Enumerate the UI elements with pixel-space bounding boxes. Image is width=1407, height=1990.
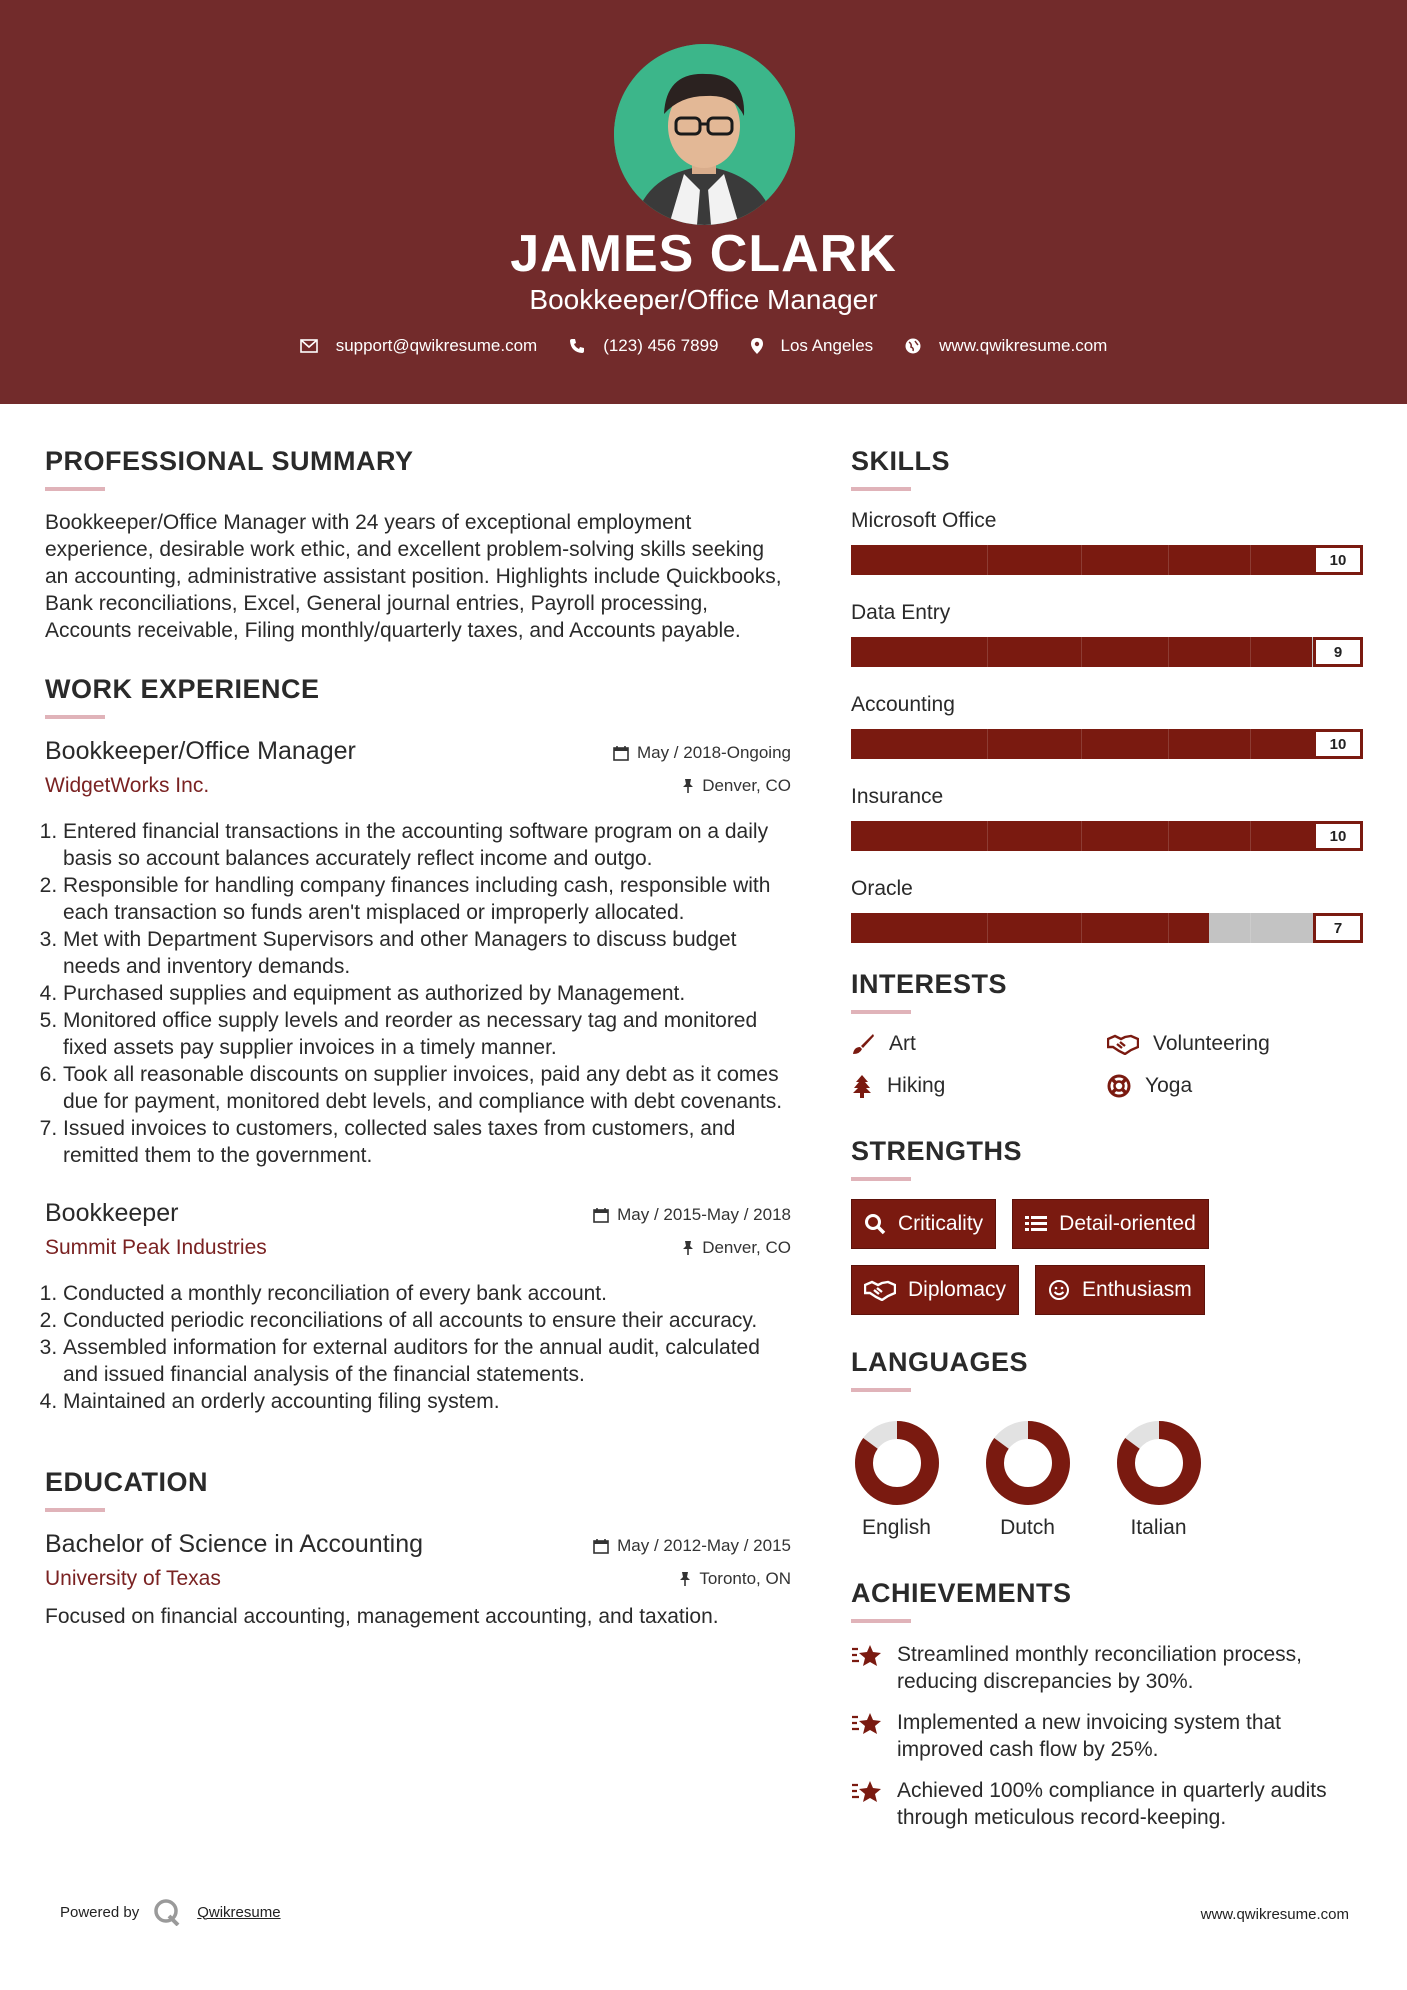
- job-date: [613, 743, 791, 763]
- skill-name: Data Entry: [851, 601, 951, 624]
- skill-bar-fill: [851, 821, 1363, 851]
- interests-section: [851, 969, 1363, 1098]
- section-title: EDUCATION: [45, 1467, 208, 1497]
- experience-section: [45, 674, 791, 1415]
- section-divider: [851, 1010, 911, 1014]
- contact-website[interactable]: [905, 336, 1107, 356]
- skill-level-bar: [851, 545, 1363, 575]
- section-title: ACHIEVEMENTS: [851, 1578, 1072, 1608]
- contact-email[interactable]: [300, 336, 538, 356]
- strength-badge: [1012, 1199, 1209, 1249]
- candidate-name: JAMES CLARK: [510, 225, 897, 283]
- list-item: 1. Entered financial transactions in the accounting software program on a daily basis so account balances accurately reflect income and outgo.: [63, 818, 791, 872]
- handshake-icon: [864, 1279, 896, 1301]
- education-section: [45, 1467, 791, 1630]
- skill-bar-fill: [851, 913, 1209, 943]
- job-location-text: Denver, CO: [702, 1238, 791, 1257]
- skill-bar-segment: [1081, 545, 1082, 575]
- strength-label: Diplomacy: [908, 1278, 1007, 1301]
- language-donut: [1114, 1418, 1204, 1508]
- section-divider: [45, 1508, 105, 1512]
- list-item: 3. Met with Department Supervisors and other Managers to discuss budget needs and inventory demands.: [63, 926, 791, 980]
- school-name: University of Texas: [45, 1567, 221, 1590]
- skill-bar-fill: [851, 545, 1363, 575]
- job-entry: [45, 1199, 791, 1415]
- skill-item: [851, 693, 1363, 759]
- section-title: LANGUAGES: [851, 1347, 1029, 1377]
- phone-icon: [569, 338, 585, 354]
- lifebuoy-icon: [1107, 1074, 1131, 1098]
- list-item: 7. Issued invoices to customers, collected sales taxes from customers, and remitted them to the government.: [63, 1115, 791, 1169]
- skill-level-bar: [851, 729, 1363, 759]
- resume-header: [0, 0, 1407, 404]
- skills-list: [851, 509, 1363, 943]
- profile-photo: [614, 44, 795, 225]
- skill-bar-segment: [1250, 821, 1251, 851]
- interest-item: [851, 1074, 1107, 1098]
- skill-bar-segment: [1250, 545, 1251, 575]
- education-date: [593, 1536, 791, 1556]
- list-item: 4. Purchased supplies and equipment as authorized by Management.: [63, 980, 791, 1007]
- email-text: support@qwikresume.com: [335, 336, 538, 355]
- languages-list: [851, 1418, 1363, 1540]
- section-title: SKILLS: [851, 446, 951, 476]
- smile-icon: [1048, 1279, 1070, 1301]
- section-divider: [851, 487, 911, 491]
- brand-link[interactable]: Qwikresume: [197, 1903, 281, 1921]
- language-donut: [852, 1418, 942, 1508]
- skill-level-value: 7: [1313, 913, 1363, 943]
- skill-bar-segment: [1250, 729, 1251, 759]
- list-item: 5. Monitored office supply levels and reorder as necessary tag and monitored fixed assets pay supplier invoices in a timely manner.: [63, 1007, 791, 1061]
- education-date-text: May / 2012-May / 2015: [617, 1536, 791, 1555]
- skill-item: [851, 509, 1363, 575]
- skill-bar-segment: [1168, 545, 1169, 575]
- job-entry: [45, 737, 791, 1169]
- job-location: [682, 776, 791, 796]
- pushpin-icon: [679, 1571, 691, 1587]
- achievement-item: [851, 1777, 1363, 1831]
- list-item: 2. Responsible for handling company finances including cash, responsible with each transaction so funds aren't misplaced or improperly allocated.: [63, 872, 791, 926]
- location-text: Los Angeles: [780, 336, 874, 355]
- qwikresume-logo-icon: [153, 1898, 181, 1926]
- achievement-text: Implemented a new invoicing system that improved cash flow by 25%.: [897, 1711, 1282, 1761]
- skill-bar-segment: [987, 821, 988, 851]
- search-icon: [864, 1213, 886, 1235]
- skill-level-value: 10: [1313, 545, 1363, 575]
- education-description: Focused on financial accounting, management accounting, and taxation.: [45, 1605, 719, 1628]
- website-text: www.qwikresume.com: [939, 336, 1108, 355]
- list-item: 3. Assembled information for external auditors for the annual audit, calculated and issued financial analysis of the financial statements.: [63, 1334, 791, 1388]
- skill-level-value: 10: [1313, 821, 1363, 851]
- skill-bar-segment: [987, 545, 988, 575]
- section-title: PROFESSIONAL SUMMARY: [45, 446, 414, 476]
- job-location: [682, 1238, 791, 1258]
- section-title: WORK EXPERIENCE: [45, 674, 320, 704]
- job-date-text: May / 2018-Ongoing: [636, 743, 791, 762]
- interest-label: Yoga: [1145, 1074, 1193, 1097]
- interest-label: Art: [889, 1032, 916, 1055]
- skill-name: Insurance: [851, 785, 944, 808]
- star-award-icon: [851, 1711, 883, 1737]
- skill-bar-segment: [1168, 913, 1169, 943]
- calendar-icon: [593, 1207, 609, 1223]
- interest-label: Volunteering: [1153, 1032, 1270, 1055]
- list-item: 6. Took all reasonable discounts on supplier invoices, paid any debt as it comes due for payment, monitored debt levels, and compliance with debt covenants.: [63, 1061, 791, 1115]
- handshake-icon: [1107, 1033, 1139, 1055]
- education-location-text: Toronto, ON: [699, 1569, 791, 1588]
- right-column: [851, 446, 1363, 1845]
- star-award-icon: [851, 1643, 883, 1669]
- task-list: [45, 1280, 791, 1415]
- list-item: 2. Conducted periodic reconciliations of all accounts to ensure their accuracy.: [63, 1307, 791, 1334]
- job-title: Bookkeeper/Office Manager: [45, 737, 356, 765]
- achievement-item: [851, 1709, 1363, 1763]
- skill-bar-segment: [987, 637, 988, 667]
- achievement-item: [851, 1641, 1363, 1695]
- star-award-icon: [851, 1779, 883, 1805]
- achievement-text: Streamlined monthly reconciliation process, reducing discrepancies by 30%.: [897, 1643, 1303, 1693]
- skill-level-bar: [851, 913, 1363, 943]
- list-icon: [1025, 1214, 1047, 1234]
- strength-label: Enthusiasm: [1082, 1278, 1192, 1301]
- contact-bar: [0, 336, 1407, 356]
- powered-by-text: Powered by: [60, 1903, 140, 1921]
- pushpin-icon: [682, 778, 694, 794]
- section-title: INTERESTS: [851, 969, 1008, 999]
- section-divider: [851, 1619, 911, 1623]
- skill-bar-segment: [1168, 821, 1169, 851]
- skill-level-value: 10: [1313, 729, 1363, 759]
- contact-phone[interactable]: [569, 336, 718, 356]
- list-item: 4. Maintained an orderly accounting filing system.: [63, 1388, 791, 1415]
- skill-bar-segment: [1081, 637, 1082, 667]
- interest-item: [851, 1032, 1107, 1056]
- skill-bar-segment: [987, 729, 988, 759]
- section-divider: [851, 1388, 911, 1392]
- skill-name: Accounting: [851, 693, 955, 716]
- strength-label: Criticality: [898, 1212, 984, 1235]
- skill-bar-segment: [987, 913, 988, 943]
- person-avatar-icon: [614, 44, 795, 225]
- task-list: [45, 818, 791, 1169]
- job-location-text: Denver, CO: [702, 776, 791, 795]
- company-name: WidgetWorks Inc.: [45, 774, 210, 797]
- degree-title: Bachelor of Science in Accounting: [45, 1530, 424, 1558]
- skill-bar-segment: [1081, 913, 1082, 943]
- job-date: [593, 1205, 791, 1225]
- skill-bar-segment: [1250, 913, 1251, 943]
- skill-level-bar: [851, 821, 1363, 851]
- candidate-title: Bookkeeper/Office Manager: [529, 284, 878, 315]
- phone-text: (123) 456 7899: [603, 336, 719, 355]
- strength-badge: [1035, 1265, 1205, 1315]
- strength-badge: [851, 1199, 996, 1249]
- strength-label: Detail-oriented: [1059, 1212, 1196, 1235]
- list-item: 1. Conducted a monthly reconciliation of every bank account.: [63, 1280, 791, 1307]
- section-divider: [851, 1177, 911, 1181]
- envelope-icon: [300, 339, 318, 353]
- language-label: Italian: [1130, 1516, 1187, 1539]
- achievements-section: [851, 1578, 1363, 1831]
- left-column: [45, 446, 791, 1630]
- strength-badge: [851, 1265, 1019, 1315]
- skill-name: Microsoft Office: [851, 509, 997, 532]
- skill-item: [851, 601, 1363, 667]
- language-donut: [983, 1418, 1073, 1508]
- language-label: English: [862, 1516, 931, 1539]
- language-item: [1073, 1418, 1244, 1540]
- skill-bar-segment: [1168, 637, 1169, 667]
- summary-section: [45, 446, 791, 644]
- contact-location: [751, 336, 874, 356]
- section-divider: [45, 715, 105, 719]
- interest-item: [1107, 1074, 1363, 1098]
- achievement-text: Achieved 100% compliance in quarterly audits through meticulous record-keeping.: [897, 1779, 1327, 1829]
- company-name: Summit Peak Industries: [45, 1236, 267, 1259]
- skill-level-bar: [851, 637, 1363, 667]
- skill-bar-segment: [1081, 729, 1082, 759]
- summary-text: Bookkeeper/Office Manager with 24 years of exceptional employment experience, desirable work ethic, and excellent problem-solving skills seeking an accounting, administrative assistant position. Highlights include Quickbooks, Bank reconciliations, Excel, General journal entries, Payroll processing, Accounts receivable, Filing monthly/quarterly taxes, and Accounts payable.: [45, 511, 782, 642]
- interest-item: [1107, 1032, 1363, 1056]
- strengths-section: [851, 1136, 1363, 1315]
- footer-url[interactable]: www.qwikresume.com: [1200, 1906, 1349, 1923]
- section-title: STRENGTHS: [851, 1136, 1023, 1166]
- skill-bar-segment: [1081, 821, 1082, 851]
- footer-powered-by: [60, 1898, 281, 1926]
- tree-icon: [851, 1074, 873, 1098]
- job-title: Bookkeeper: [45, 1199, 179, 1227]
- globe-icon: [905, 338, 921, 354]
- languages-section: [851, 1347, 1363, 1540]
- skill-item: [851, 877, 1363, 943]
- job-date-text: May / 2015-May / 2018: [617, 1205, 791, 1224]
- calendar-icon: [593, 1538, 609, 1554]
- calendar-icon: [613, 745, 629, 761]
- section-divider: [45, 487, 105, 491]
- interest-label: Hiking: [887, 1074, 946, 1097]
- skill-name: Oracle: [851, 877, 913, 900]
- skill-bar-fill: [851, 729, 1363, 759]
- skill-item: [851, 785, 1363, 851]
- education-location: [679, 1569, 791, 1589]
- map-pin-icon: [751, 338, 763, 354]
- skills-section: [851, 446, 1363, 943]
- paintbrush-icon: [851, 1033, 875, 1055]
- skill-bar-segment: [1168, 729, 1169, 759]
- skill-bar-segment: [1250, 637, 1251, 667]
- skill-level-value: 9: [1313, 637, 1363, 667]
- pushpin-icon: [682, 1240, 694, 1256]
- language-label: Dutch: [1000, 1516, 1055, 1539]
